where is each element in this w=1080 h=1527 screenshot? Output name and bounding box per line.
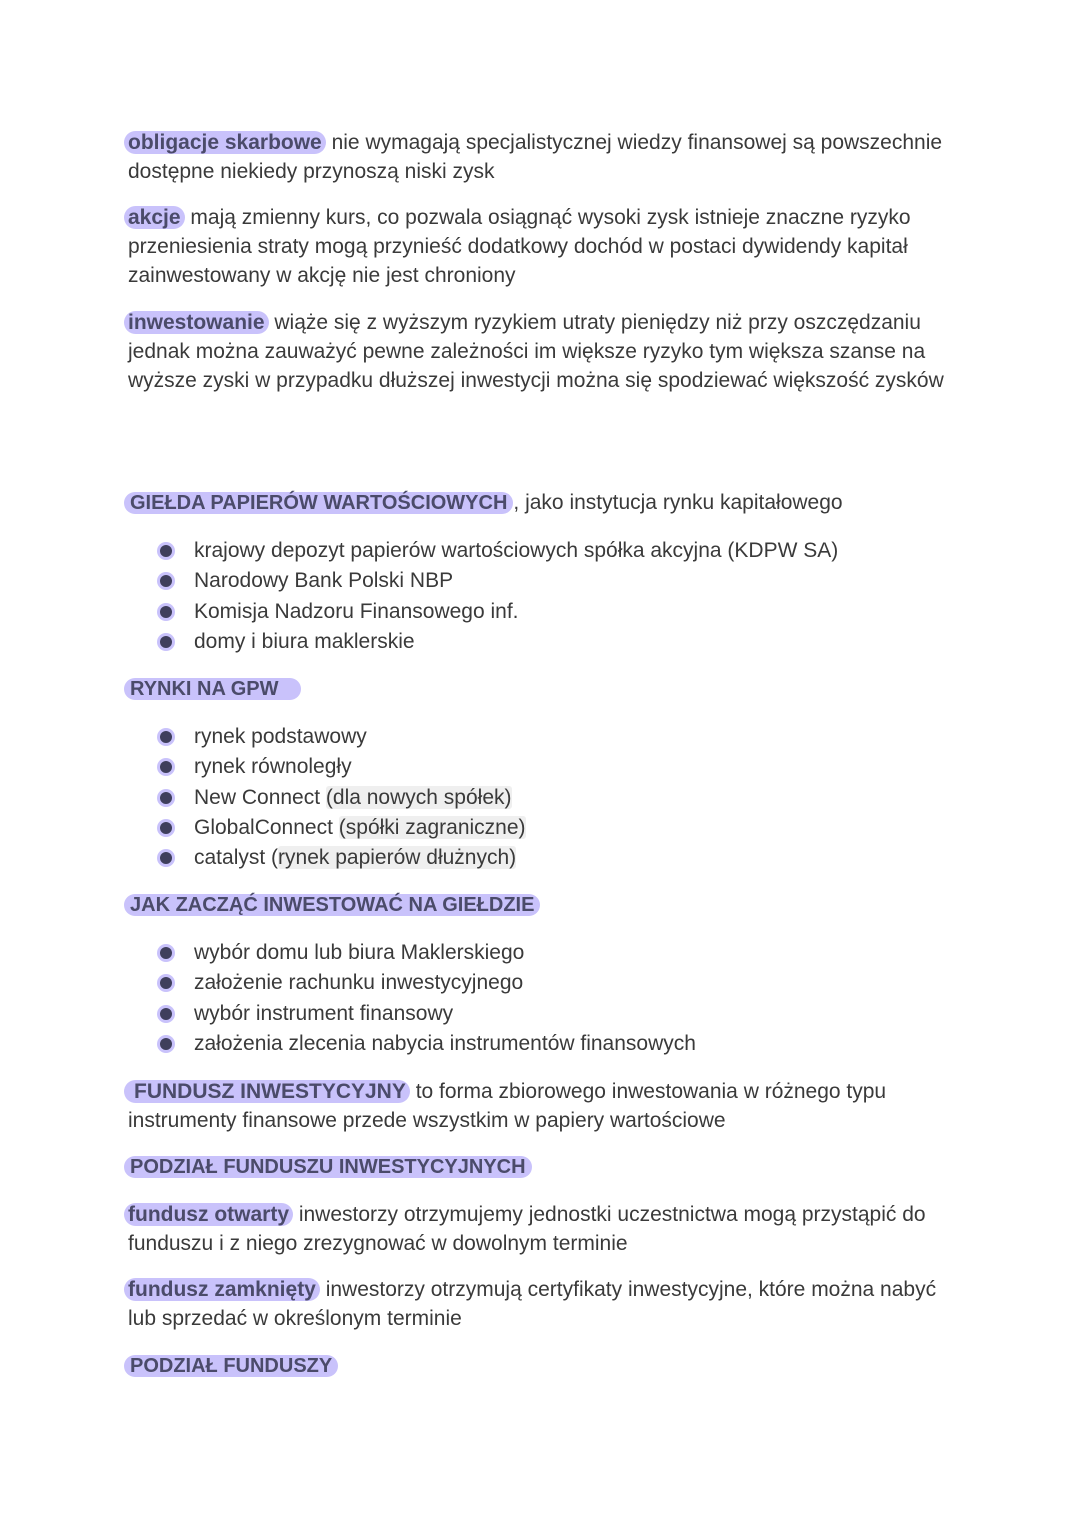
bullet-icon — [160, 731, 172, 743]
heading-tail: , jako instytucja rynku kapitałowego — [513, 491, 843, 514]
section-heading-podzial-inwestycyjnych — [128, 1152, 958, 1182]
list-item: wybór instrument finansowy — [160, 999, 696, 1029]
rynki-list — [160, 722, 526, 873]
list-item: Narodowy Bank Polski NBP — [160, 566, 838, 596]
term-highlight: FUNDUSZ INWESTYCYJNY — [124, 1080, 410, 1103]
list-item: New Connect (dla nowych spółek) — [160, 783, 526, 813]
bullet-icon — [160, 636, 172, 648]
bullet-icon — [160, 1038, 172, 1050]
bullet-icon — [160, 977, 172, 989]
section-heading-jak — [128, 890, 958, 920]
list-item: catalyst (rynek papierów dłużnych) — [160, 843, 526, 873]
bullet-icon — [160, 575, 172, 587]
list-item: założenie rachunku inwestycyjnego — [160, 968, 696, 998]
section-heading-rynki — [128, 674, 958, 704]
bullet-icon — [160, 545, 172, 557]
bullet-icon — [160, 606, 172, 618]
paragraph-text: to forma zbiorowego inwestowania w różnego typu instrumenty finansowe przede wszystkim w papiery wartościowe — [128, 1080, 887, 1132]
list-item: Komisja Nadzoru Finansowego inf. — [160, 597, 838, 627]
bullet-icon — [160, 852, 172, 864]
paragraph-obligacje — [128, 128, 958, 186]
paragraph-fundusz-zamkniety — [128, 1275, 958, 1333]
bullet-icon — [160, 822, 172, 834]
paragraph-text: wiąże się z wyższym ryzykiem utraty pieniędzy niż przy oszczędzaniu jednak można zauważyć pewne zależności im większe ryzyko tym większa szanse na wyższe zyski w przypadku dłuższej inwestycji można się spodziewać większość zysków — [128, 311, 944, 392]
section-heading-podzial-funduszy — [128, 1351, 958, 1381]
gpw-institutions-list — [160, 536, 838, 657]
term-highlight: obligacje skarbowe — [124, 131, 326, 154]
jak-zaczac-list — [160, 938, 696, 1059]
term-highlight: fundusz zamknięty — [124, 1278, 320, 1301]
list-item: rynek podstawowy — [160, 722, 526, 752]
bullet-icon — [160, 761, 172, 773]
paragraph-fundusz-otwarty — [128, 1200, 958, 1258]
bullet-icon — [160, 792, 172, 804]
list-item: domy i biura maklerskie — [160, 627, 838, 657]
bullet-icon — [160, 947, 172, 959]
list-item: rynek równoległy — [160, 752, 526, 782]
paragraph-text: inwestorzy otrzymują certyfikaty inwestycyjne, które można nabyć lub sprzedać w określonym terminie — [128, 1278, 937, 1330]
heading-highlight: GIEŁDA PAPIERÓW WARTOŚCIOWYCH — [124, 492, 513, 514]
list-item: wybór domu lub biura Maklerskiego — [160, 938, 696, 968]
list-item: krajowy depozyt papierów wartościowych spółka akcyjna (KDPW SA) — [160, 536, 838, 566]
list-item: GlobalConnect (spółki zagraniczne) — [160, 813, 526, 843]
term-highlight: inwestowanie — [124, 311, 269, 334]
paragraph-fundusz-inwestycyjny — [128, 1077, 958, 1135]
paragraph-inwestowanie — [128, 308, 958, 395]
heading-highlight: RYNKI NA GPW — [124, 678, 301, 700]
bullet-icon — [160, 1008, 172, 1020]
heading-highlight: PODZIAŁ FUNDUSZY — [124, 1355, 338, 1377]
list-item: założenia zlecenia nabycia instrumentów finansowych — [160, 1029, 696, 1059]
heading-highlight: PODZIAŁ FUNDUSZU INWESTYCYJNYCH — [124, 1156, 532, 1178]
heading-highlight: JAK ZACZĄĆ INWESTOWAĆ NA GIEŁDZIE — [124, 894, 540, 916]
paragraph-akcje — [128, 203, 958, 290]
paragraph-text: mają zmienny kurs, co pozwala osiągnąć wysoki zysk istnieje znaczne ryzyko przeniesienia straty mogą przynieść dodatkowy dochód w postaci dywidendy kapitał zainwestowany w akcję nie jest chroniony — [128, 206, 911, 287]
paragraph-text: inwestorzy otrzymujemy jednostki uczestnictwa mogą przystąpić do funduszu i z niego zrezygnować w dowolnym terminie — [128, 1203, 926, 1255]
section-heading-gpw — [128, 488, 958, 518]
term-highlight: fundusz otwarty — [124, 1203, 293, 1226]
term-highlight: akcje — [124, 206, 185, 229]
paragraph-text: nie wymagają specjalistycznej wiedzy finansowej są powszechnie dostępne niekiedy przynoszą niski zysk — [128, 131, 943, 183]
